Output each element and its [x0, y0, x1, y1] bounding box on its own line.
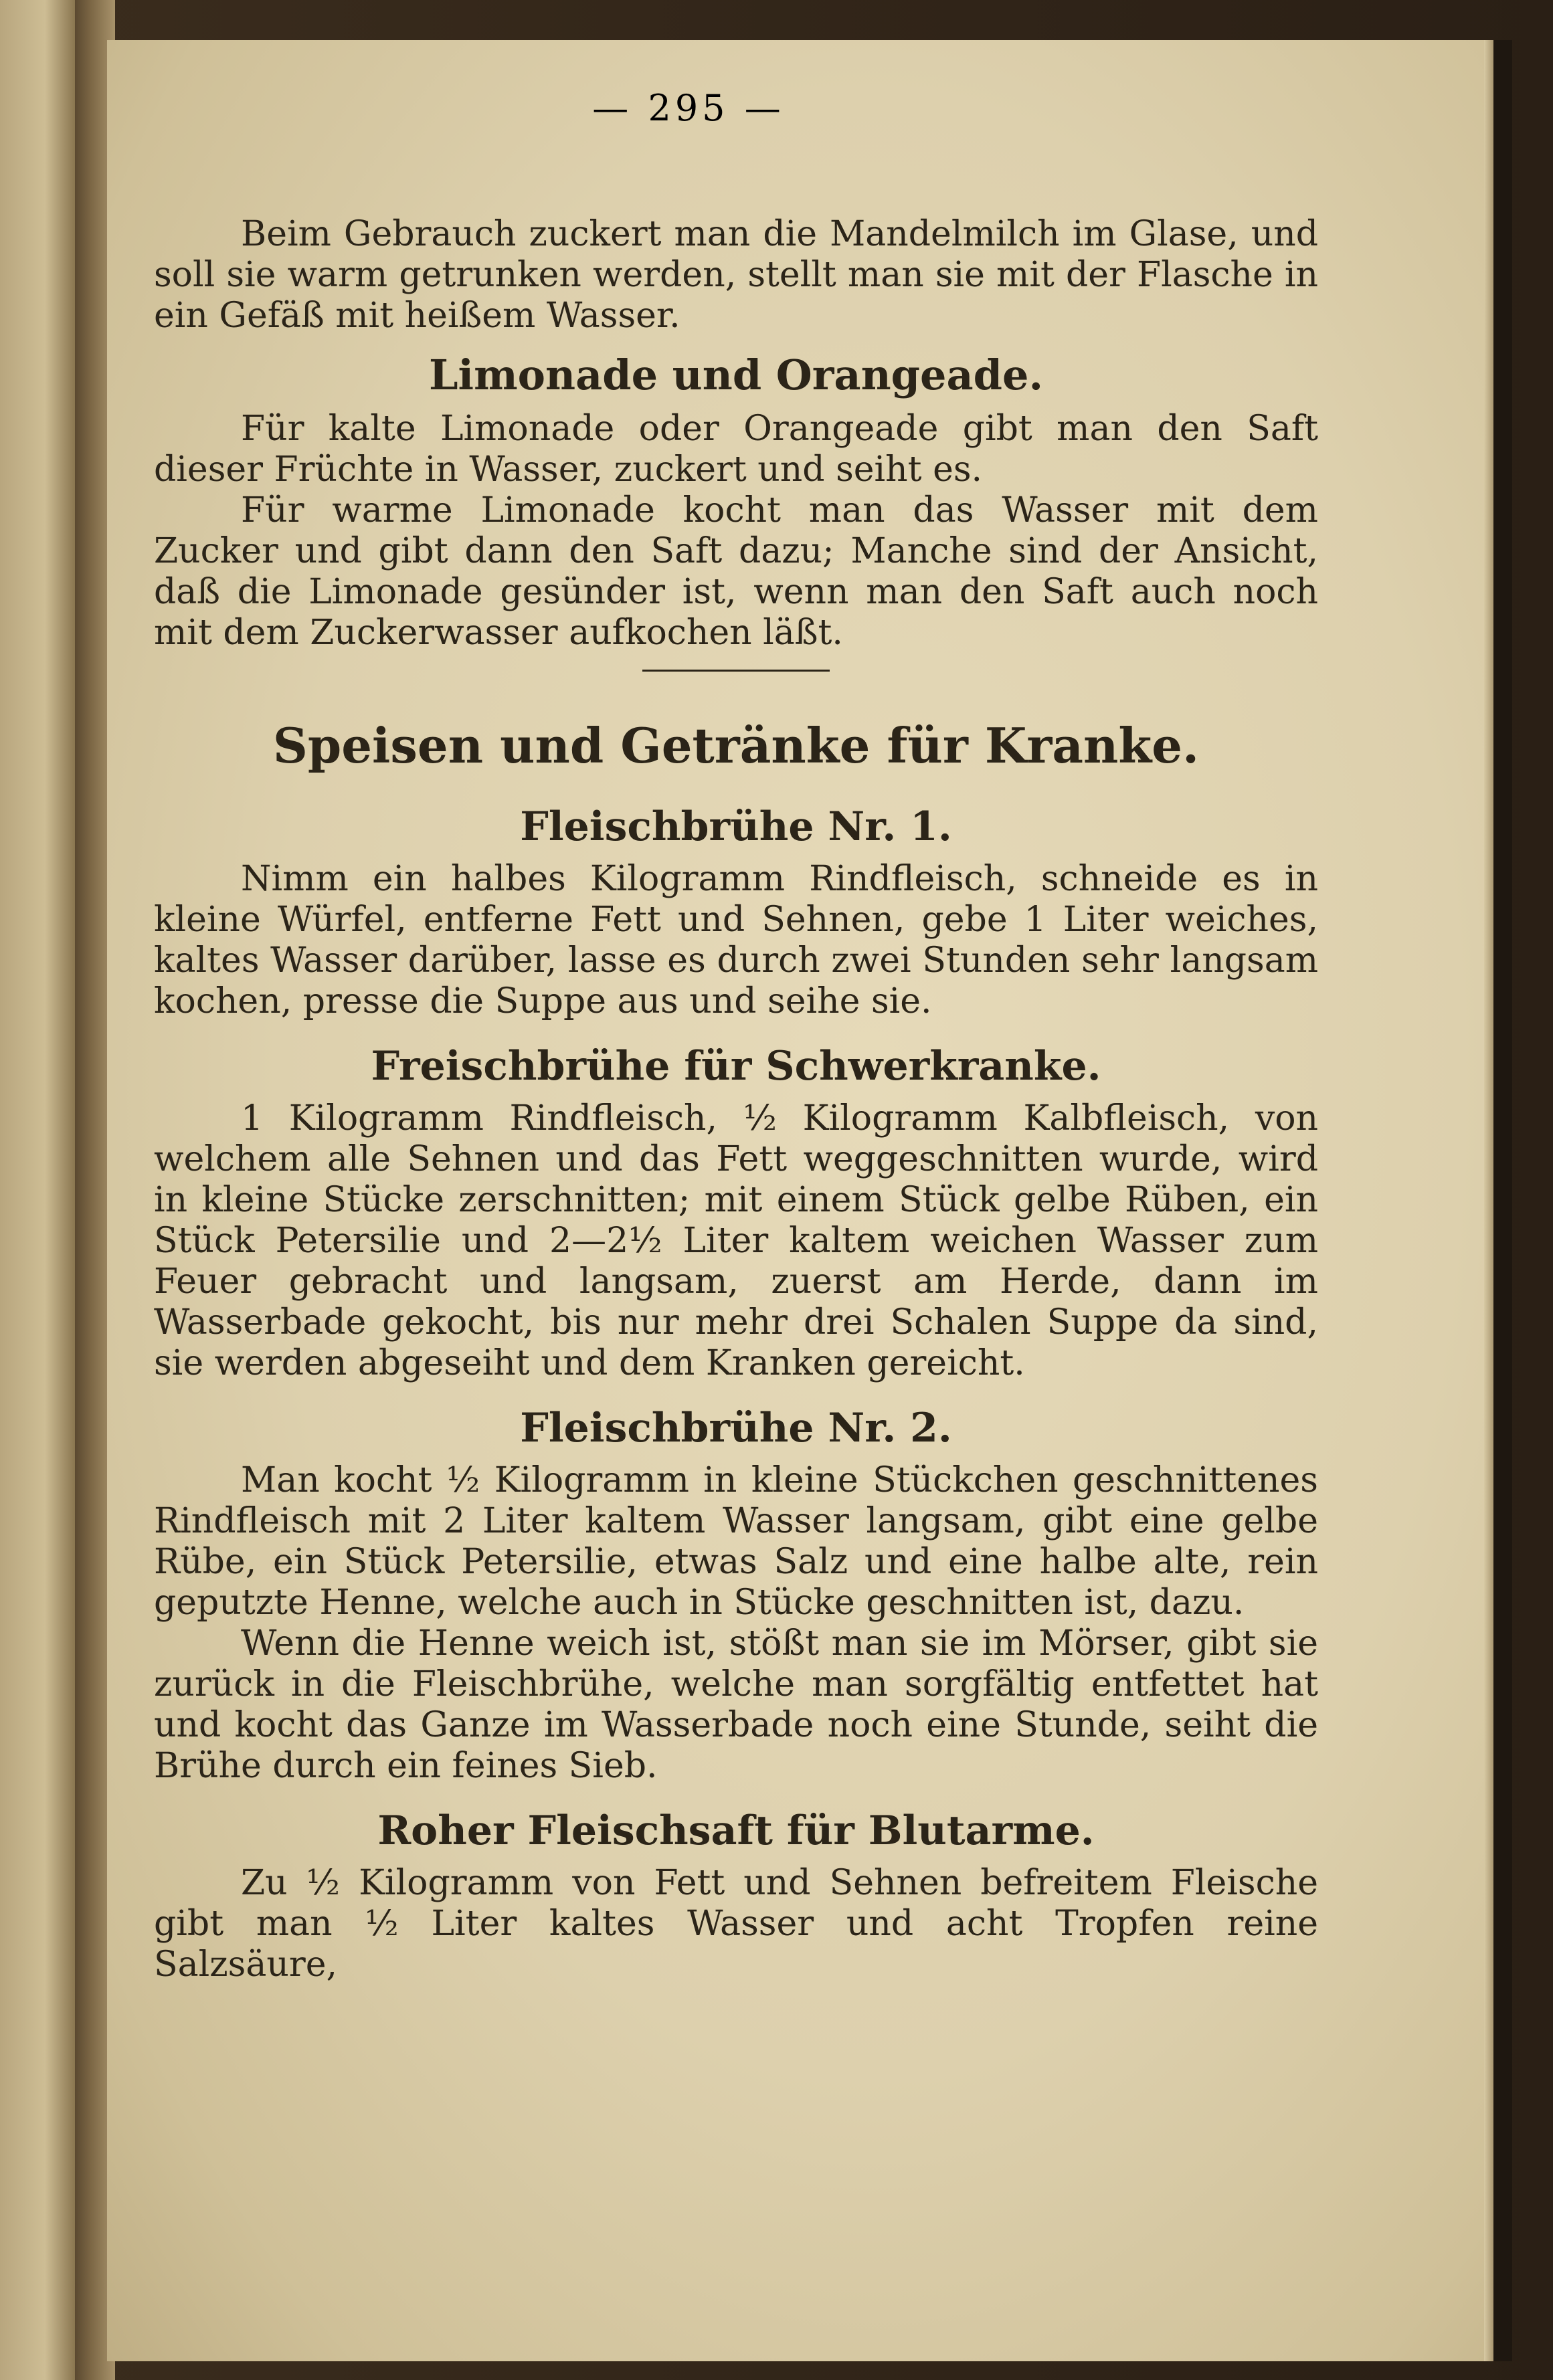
limonade-paragraph-2: Für warme Limonade kocht man das Wasser mit dem Zucker und gibt dann den Saft dazu; Manche sind der Ansicht, daß die Limonade gesünder ist, wenn man den Saft auch noch mit dem Zuckerwasser aufkochen läßt. — [154, 490, 1318, 653]
recipe-paragraph: 1 Kilogramm Rindfleisch, ½ Kilogramm Kalbfleisch, von welchem alle Sehnen und das Fett weggeschnitten wurde, wird in kleine Stücke zerschnitten; mit einem Stück gelbe Rüben, ein Stück Petersilie und 2—2½ Liter kaltem weichen Wasser zum Feuer gebracht und langsam, zuerst am Herde, dann im Wasserbade gekocht, bis nur mehr drei Schalen Suppe da sind, sie werden abgeseiht und dem Kranken gereicht. — [154, 1098, 1318, 1383]
section-divider — [642, 670, 830, 672]
intro-paragraph: Beim Gebrauch zuckert man die Mandelmilch im Glase, und soll sie warm getrunken werden, stellt man sie mit der Flasche in ein Gefäß mit heißem Wasser. — [154, 214, 1318, 336]
recipe-paragraph: Wenn die Henne weich ist, stößt man sie im Mörser, gibt sie zurück in die Fleischbrühe, welche man sorgfältig entfettet hat und kocht das Ganze im Wasserbade noch eine Stunde, seiht die Brühe durch ein feines Sieb. — [154, 1623, 1318, 1786]
recipe-heading-fleischbruehe-1: Fleischbrühe Nr. 1. — [520, 803, 952, 850]
recipe-heading-fleischbruehe-2: Fleischbrühe Nr. 2. — [520, 1405, 952, 1452]
recipe-paragraph: Nimm ein halbes Kilogramm Rindfleisch, schneide es in kleine Würfel, entferne Fett und Sehnen, gebe 1 Liter weiches, kaltes Wasser darüber, lasse es durch zwei Stunden sehr langsam kochen, presse die Suppe aus und seihe sie. — [154, 859, 1318, 1021]
recipe-paragraph: Zu ½ Kilogramm von Fett und Sehnen befreitem Fleische gibt man ½ Liter kaltes Wasser und acht Tropfen reine Salzsäure, — [154, 1863, 1318, 1985]
recipe-paragraph: Man kocht ½ Kilogramm in kleine Stückchen geschnittenes Rindfleisch mit 2 Liter kaltem Wasser langsam, gibt eine gelbe Rübe, ein Stück Petersilie, etwas Salz und eine halbe alte, rein geputzte Henne, welche auch in Stücke geschnitten ist, dazu. — [154, 1460, 1318, 1623]
book-page — [107, 40, 1512, 2361]
chapter-title: Speisen und Getränke für Kranke. — [272, 717, 1200, 774]
page-edge — [1484, 40, 1493, 2361]
section-heading-limonade: Limonade und Orangeade. — [428, 351, 1044, 399]
text-body — [154, 214, 1318, 1985]
recipe-heading-schwerkranke: Freischbrühe für Schwerkranke. — [371, 1043, 1101, 1090]
recipe-heading-fleischsaft: Roher Fleischsaft für Blutarme. — [377, 1807, 1095, 1854]
limonade-paragraph-1: Für kalte Limonade oder Orangeade gibt man den Saft dieser Früchte in Wasser, zuckert und seiht es. — [154, 409, 1318, 490]
left-page-edge — [0, 0, 75, 2380]
page-number: — 295 — — [592, 87, 785, 129]
